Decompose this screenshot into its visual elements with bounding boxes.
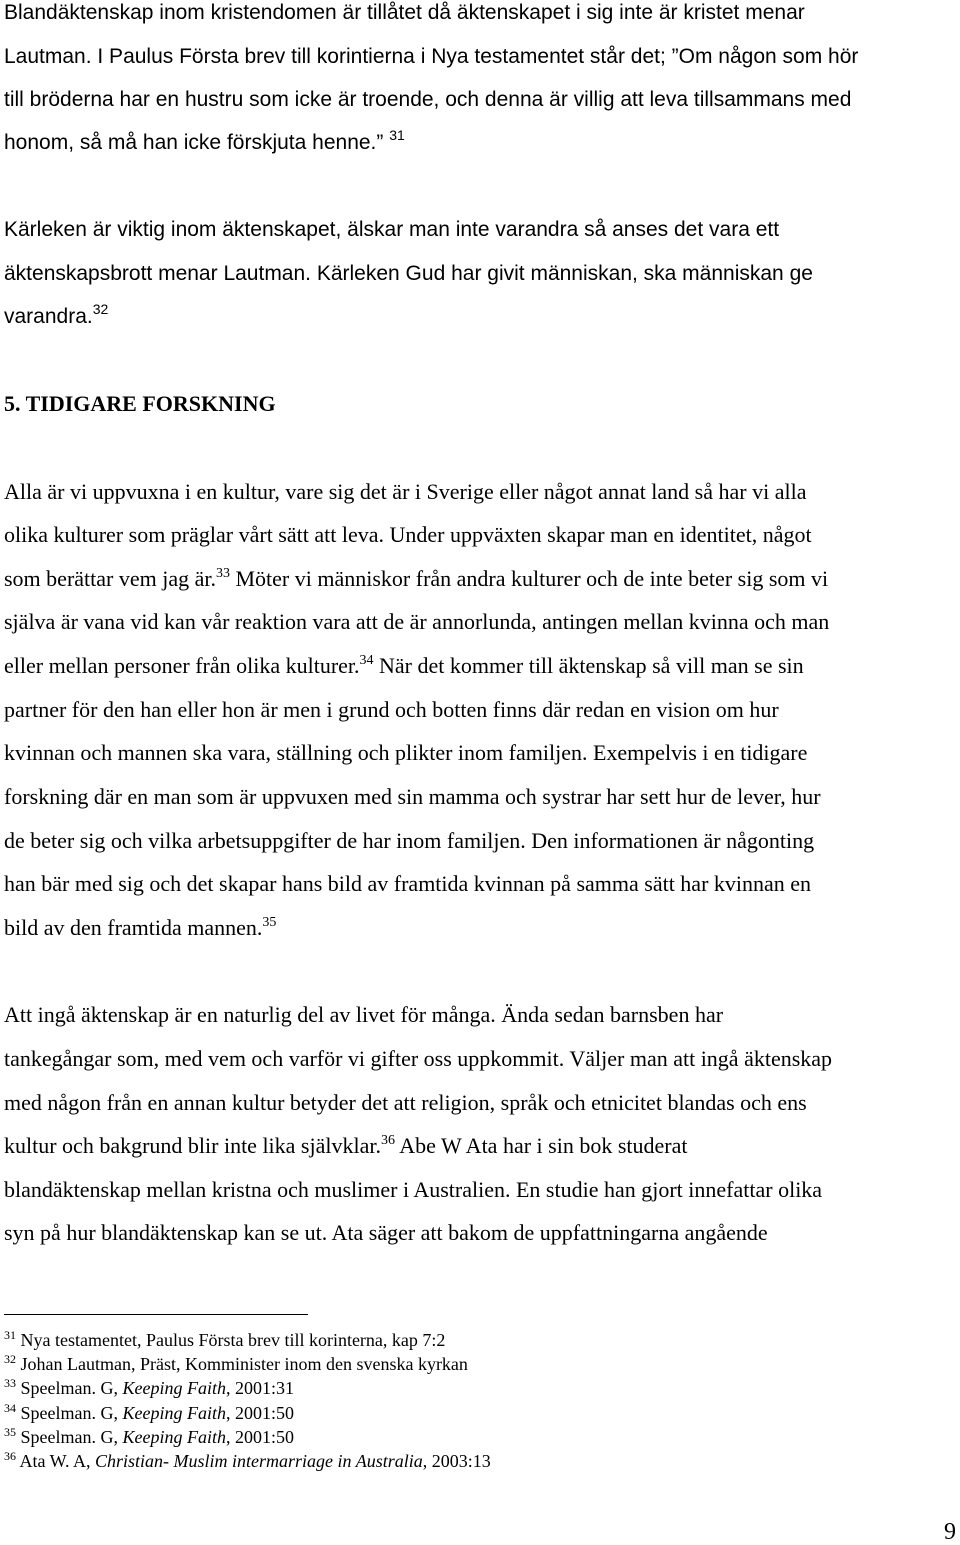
research-line-10: han bär med sig och det skapar hans bild av framtida kvinnan på samma sätt har kvinnan en <box>4 871 812 896</box>
research-line-9: de beter sig och vilka arbetsuppgifter de har inom familjen. Den informationen är någonting <box>4 828 815 853</box>
footnote-ref-32: 32 <box>92 301 109 317</box>
marriage-line-3: med någon från en annan kultur betyder det att religion, språk och etnicitet blandas och ens <box>4 1090 807 1115</box>
footnote-35 <box>4 1426 294 1448</box>
research-line-5-a: eller mellan personer från olika kulturer. <box>4 653 360 678</box>
footnote-title: Christian- Muslim intermarriage in Australia <box>95 1451 423 1471</box>
research-line-5-b: När det kommer till äktenskap så vill man se sin <box>373 653 804 678</box>
footnote-ref-34: 34 <box>359 653 374 668</box>
footnote-text: Johan Lautman, Präst, Komminister inom den svenska kyrkan <box>20 1354 468 1374</box>
love-line-3-text: varandra. <box>4 305 93 328</box>
marriage-line-4 <box>4 1133 687 1159</box>
research-line-3 <box>4 566 828 592</box>
footnote-ref-35: 35 <box>262 915 277 930</box>
research-line-2: olika kulturer som präglar vårt sätt att leva. Under uppväxten skapar man en identitet, något <box>4 522 812 547</box>
love-line-1: Kärleken är viktig inom äktenskapet, älskar man inte varandra så anses det vara ett <box>4 218 780 241</box>
footnote-title: Keeping Faith <box>122 1427 226 1447</box>
footnote-36 <box>4 1450 491 1472</box>
footnote-number: 31 <box>4 1328 16 1342</box>
marriage-line-4-b: Abe W Ata har i sin bok studerat <box>394 1133 688 1158</box>
marriage-line-4-a: kultur och bakgrund blir inte lika självklar. <box>4 1133 381 1158</box>
footnote-34 <box>4 1402 294 1424</box>
research-line-3-b: Möter vi människor från andra kulturer och de inte beter sig som vi <box>229 566 829 591</box>
footnote-ref-36: 36 <box>380 1133 395 1148</box>
footnote-text: Speelman. G, <box>20 1427 123 1447</box>
footnote-number: 35 <box>4 1425 16 1439</box>
intro-line-3: till bröderna har en hustru som icke är troende, och denna är villig att leva tillsammans med <box>4 88 852 111</box>
footnote-tail: , 2003:13 <box>422 1451 491 1471</box>
footnote-tail: , 2001:31 <box>225 1378 294 1398</box>
footnote-text: Nya testamentet, Paulus Första brev till korinterna, kap 7:2 <box>20 1330 446 1350</box>
marriage-line-5: blandäktenskap mellan kristna och muslimer i Australien. En studie han gjort innefattar olika <box>4 1177 823 1202</box>
research-line-8: forskning där en man som är uppvuxen med sin mamma och systrar har sett hur de lever, hur <box>4 784 821 809</box>
marriage-line-6: syn på hur blandäktenskap kan se ut. Ata säger att bakom de uppfattningarna angående <box>4 1220 768 1245</box>
research-line-7: kvinnan och mannen ska vara, ställning och plikter inom familjen. Exempelvis i en tidigare <box>4 740 808 765</box>
research-line-11 <box>4 915 276 941</box>
research-line-3-a: som berättar vem jag är. <box>4 566 216 591</box>
research-line-11-text: bild av den framtida mannen. <box>4 915 263 940</box>
footnote-tail: , 2001:50 <box>225 1427 294 1447</box>
footnote-number: 36 <box>4 1449 16 1463</box>
footnote-31 <box>4 1329 445 1351</box>
footnote-text: Speelman. G, <box>20 1403 123 1423</box>
intro-line-4 <box>4 127 405 156</box>
intro-line-2: Lautman. I Paulus Första brev till korintierna i Nya testamentet står det; ”Om någon som hör <box>4 45 859 68</box>
footnote-33 <box>4 1377 294 1399</box>
love-line-3 <box>4 301 109 330</box>
research-line-6: partner för den han eller hon är men i grund och botten finns där redan en vision om hur <box>4 697 779 722</box>
intro-line-1: Blandäktenskap inom kristendomen är tillåtet då äktenskapet i sig inte är kristet menar <box>4 1 805 24</box>
research-line-5 <box>4 653 804 679</box>
footnote-tail: , 2001:50 <box>225 1403 294 1423</box>
footnote-number: 32 <box>4 1352 16 1366</box>
footnote-32 <box>4 1353 468 1375</box>
footnote-ref-33: 33 <box>215 566 230 581</box>
love-line-2: äktenskapsbrott menar Lautman. Kärleken Gud har givit människan, ska människan ge <box>4 262 813 285</box>
footnote-ref-31: 31 <box>389 127 405 143</box>
section-heading: 5. TIDIGARE FORSKNING <box>4 391 276 416</box>
marriage-line-2: tankegångar som, med vem och varför vi gifter oss uppkommit. Väljer man att ingå äktenskap <box>4 1046 833 1071</box>
footnote-title: Keeping Faith <box>122 1378 226 1398</box>
research-line-4: själva är vana vid kan vår reaktion vara att de är annorlunda, antingen mellan kvinna och man <box>4 609 830 634</box>
intro-line-4-text: honom, så må han icke förskjuta henne.” <box>4 131 384 154</box>
page-number: 9 <box>944 1519 956 1545</box>
marriage-line-1: Att ingå äktenskap är en naturlig del av livet för många. Ända sedan barnsben har <box>4 1002 724 1027</box>
research-line-1: Alla är vi uppvuxna i en kultur, vare sig det är i Sverige eller något annat land så har vi alla <box>4 479 807 504</box>
footnote-number: 33 <box>4 1376 16 1390</box>
footnote-text: Ata W. A, <box>19 1451 96 1471</box>
footnote-separator <box>4 1314 308 1315</box>
footnote-text: Speelman. G, <box>20 1378 123 1398</box>
footnote-title: Keeping Faith <box>122 1403 226 1423</box>
footnote-number: 34 <box>4 1401 16 1415</box>
